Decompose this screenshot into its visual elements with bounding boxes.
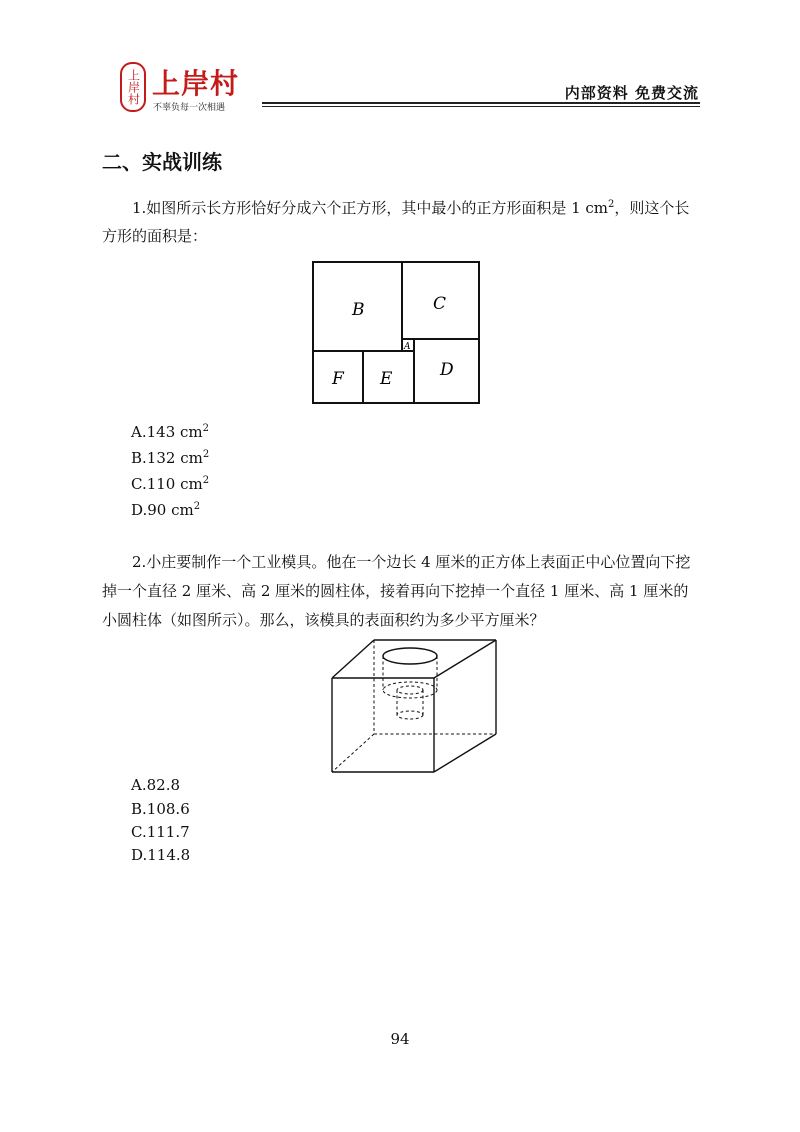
- section-title: 二、实战训练: [102, 150, 222, 174]
- cube-edge: [434, 640, 496, 678]
- label-a: A: [404, 342, 411, 352]
- option-1d: [131, 497, 200, 520]
- question-1-text-b: ，则这个长方形的面积是：: [102, 199, 690, 245]
- small-cylinder-bottom: [397, 711, 423, 719]
- question-1-text: [102, 191, 702, 250]
- option-1c-text: C.110 cm: [131, 475, 203, 493]
- label-e: E: [380, 369, 393, 389]
- cylinder-bottom: [383, 682, 437, 698]
- mold-figure: [328, 638, 500, 776]
- label-c: C: [433, 294, 447, 314]
- option-1c: [131, 471, 209, 494]
- option-2a: A.82.8: [131, 776, 180, 794]
- option-1d-sup: 2: [193, 501, 201, 512]
- page-number: 94: [390, 1030, 410, 1048]
- label-d: D: [440, 360, 454, 380]
- hidden-edge: [332, 734, 374, 772]
- logo-seal: 上岸村: [120, 62, 146, 112]
- option-1a: [131, 419, 209, 442]
- label-f: F: [332, 369, 344, 389]
- cube-edge: [434, 734, 496, 772]
- option-2c: C.111.7: [131, 823, 190, 841]
- squares-figure: [310, 260, 482, 406]
- option-1b: [131, 445, 209, 468]
- header-rule-thin: [262, 106, 700, 107]
- option-1a-text: A.143 cm: [131, 423, 203, 441]
- cube-edge: [332, 640, 374, 678]
- question-1-sup: 2: [608, 199, 615, 210]
- option-1b-text: B.132 cm: [131, 449, 203, 467]
- question-2-text: 2.小庄要制作一个工业模具。他在一个边长 4 厘米的正方体上表面正中心位置向下挖掉一个直径 2 厘米、高 2 厘米的圆柱体，接着再向下挖掉一个直径 1 厘米、高 1 厘米的小圆柱体（如图所示）。那么，该模具的表面积约为多少平方厘米？: [102, 553, 691, 629]
- header-rule: [262, 102, 700, 104]
- option-2d: D.114.8: [131, 846, 191, 864]
- header-tag: 内部资料 免费交流: [564, 84, 699, 102]
- option-1b-sup: 2: [202, 449, 210, 460]
- option-1c-sup: 2: [202, 475, 210, 486]
- label-b: B: [352, 300, 365, 320]
- option-1a-sup: 2: [202, 423, 209, 434]
- cylinder-top: [383, 648, 437, 664]
- small-cylinder-top: [397, 686, 423, 694]
- brand-slogan: 不辜负每一次相遇: [153, 103, 226, 113]
- brand-name: 上岸村: [152, 67, 240, 100]
- option-2b: B.108.6: [131, 800, 190, 818]
- option-1d-text: D.90 cm: [131, 501, 194, 519]
- question-1-text-a: 1.如图所示长方形恰好分成六个正方形，其中最小的正方形面积是 1 cm: [132, 199, 609, 217]
